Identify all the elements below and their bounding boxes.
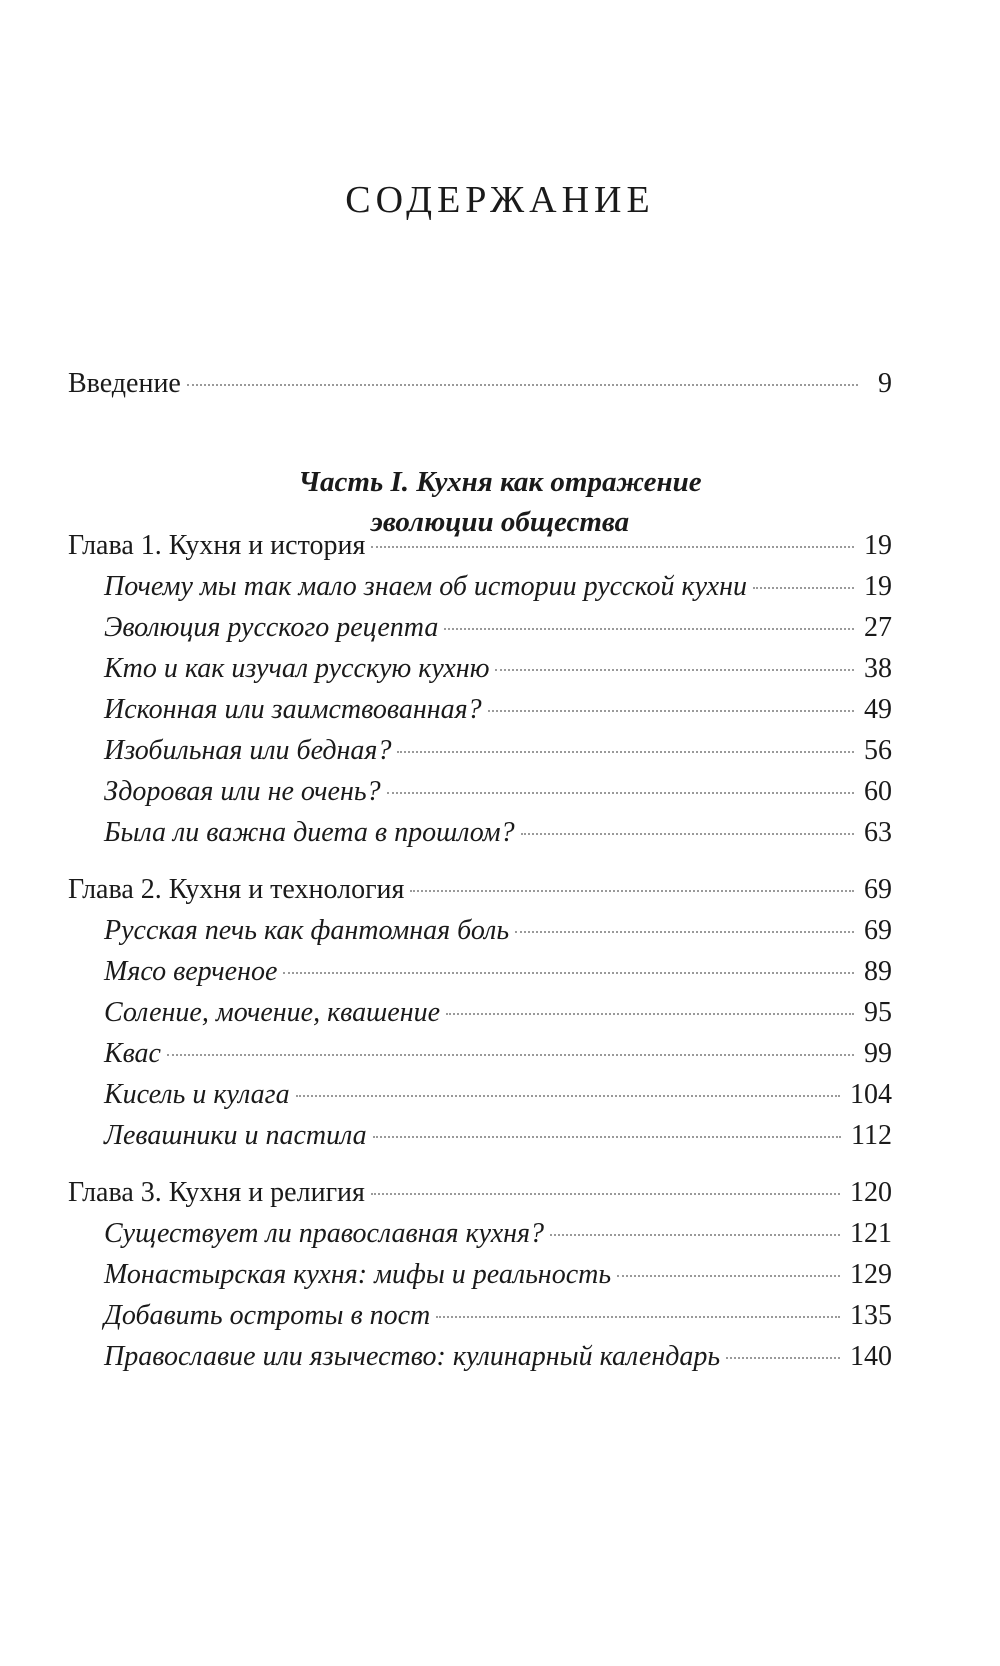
toc-page-number: 120 xyxy=(850,1177,892,1208)
toc-page-number: 99 xyxy=(864,1038,892,1069)
toc-page-number: 63 xyxy=(864,817,892,848)
toc-page-number: 49 xyxy=(864,694,892,725)
toc-entry-label: Православие или язычество: кулинарный календарь xyxy=(104,1341,721,1372)
toc-page-number: 121 xyxy=(850,1218,892,1249)
toc-section[interactable] xyxy=(104,1257,892,1293)
toc-page-number: 104 xyxy=(850,1079,892,1110)
dot-leader xyxy=(488,710,854,712)
dot-leader xyxy=(373,1136,841,1138)
toc-entry-label: Русская печь как фантомная боль xyxy=(104,915,510,946)
dot-leader xyxy=(726,1357,840,1359)
toc-page-number: 60 xyxy=(864,776,892,807)
toc-entry-label: Введение xyxy=(68,368,181,399)
toc-page-number: 69 xyxy=(864,915,892,946)
part-heading-line-2: эволюции общества xyxy=(370,506,630,538)
toc-page-number: 19 xyxy=(864,571,892,602)
toc-page-number: 129 xyxy=(850,1259,892,1290)
toc-page-number: 135 xyxy=(850,1300,892,1331)
toc-section[interactable] xyxy=(104,1118,892,1154)
toc-entry-label: Левашники и пастила xyxy=(104,1120,367,1151)
toc-section[interactable] xyxy=(104,774,892,810)
toc-section[interactable] xyxy=(104,610,892,646)
dot-leader xyxy=(387,792,854,794)
toc-entry-label: Существует ли православная кухня? xyxy=(104,1218,545,1249)
toc-section[interactable] xyxy=(104,651,892,687)
toc-entry-label: Здоровая или не очень? xyxy=(104,776,381,807)
toc-section[interactable] xyxy=(104,1036,892,1072)
toc-entry-label: Монастырская кухня: мифы и реальность xyxy=(104,1259,612,1290)
toc-entry-label: Соление, мочение, квашение xyxy=(104,997,441,1028)
dot-leader xyxy=(521,833,854,835)
dot-leader xyxy=(371,1193,840,1195)
toc-entry-intro[interactable] xyxy=(68,366,892,402)
toc-section[interactable] xyxy=(104,1077,892,1113)
toc-entry-label: Мясо верченое xyxy=(104,956,278,987)
toc-page-number: 9 xyxy=(878,368,892,399)
toc-section[interactable] xyxy=(104,1216,892,1252)
toc-section[interactable] xyxy=(104,692,892,728)
part-heading-line-1: Часть I. Кухня как отражение xyxy=(298,466,702,498)
dot-leader xyxy=(410,890,854,892)
dot-leader xyxy=(515,931,854,933)
toc-entry-label: Была ли важна диета в прошлом? xyxy=(104,817,515,848)
dot-leader xyxy=(436,1316,840,1318)
dot-leader xyxy=(444,628,854,630)
dot-leader xyxy=(495,669,854,671)
dot-leader xyxy=(187,384,858,386)
toc-chapter-2[interactable] xyxy=(68,872,892,908)
toc-page-number: 69 xyxy=(864,874,892,905)
dot-leader xyxy=(296,1095,840,1097)
toc-entry-label: Квас xyxy=(104,1038,161,1069)
dot-leader xyxy=(371,546,854,548)
toc-entry-label: Кто и как изучал русскую кухню xyxy=(104,653,490,684)
toc-section[interactable] xyxy=(104,913,892,949)
toc-entry-label: Изобильная или бедная? xyxy=(104,735,392,766)
toc-entry-label: Глава 1. Кухня и история xyxy=(68,530,366,561)
toc-section[interactable] xyxy=(104,733,892,769)
dot-leader xyxy=(283,972,854,974)
toc-entry-label: Глава 2. Кухня и технология xyxy=(68,874,405,905)
toc-entry-label: Глава 3. Кухня и религия xyxy=(68,1177,365,1208)
dot-leader xyxy=(550,1234,840,1236)
toc-page-number: 89 xyxy=(864,956,892,987)
dot-leader xyxy=(753,587,854,589)
toc-page-number: 95 xyxy=(864,997,892,1028)
toc-page-number: 19 xyxy=(864,530,892,561)
toc-chapter-1[interactable] xyxy=(68,528,892,564)
toc-entry-label: Добавить остроты в пост xyxy=(104,1300,431,1331)
toc-entry-label: Кисель и кулага xyxy=(104,1079,290,1110)
toc-section[interactable] xyxy=(104,569,892,605)
dot-leader xyxy=(617,1275,840,1277)
dot-leader xyxy=(167,1054,854,1056)
toc-section[interactable] xyxy=(104,995,892,1031)
toc-page-number: 140 xyxy=(850,1341,892,1372)
toc-page-number: 56 xyxy=(864,735,892,766)
toc-section[interactable] xyxy=(104,1298,892,1334)
toc-section[interactable] xyxy=(104,954,892,990)
toc-page-number: 38 xyxy=(864,653,892,684)
toc-page-number: 112 xyxy=(851,1120,892,1151)
toc-entry-label: Исконная или заимствованная? xyxy=(104,694,482,725)
toc-section[interactable] xyxy=(104,815,892,851)
toc-page-number: 27 xyxy=(864,612,892,643)
toc-entry-label: Почему мы так мало знаем об истории русской кухни xyxy=(104,571,747,602)
toc-entry-label: Эволюция русского рецепта xyxy=(104,612,439,643)
dot-leader xyxy=(397,751,854,753)
dot-leader xyxy=(446,1013,854,1015)
page-title: СОДЕРЖАНИЕ xyxy=(345,179,655,221)
toc-section[interactable] xyxy=(104,1339,892,1375)
toc-chapter-3[interactable] xyxy=(68,1175,892,1211)
